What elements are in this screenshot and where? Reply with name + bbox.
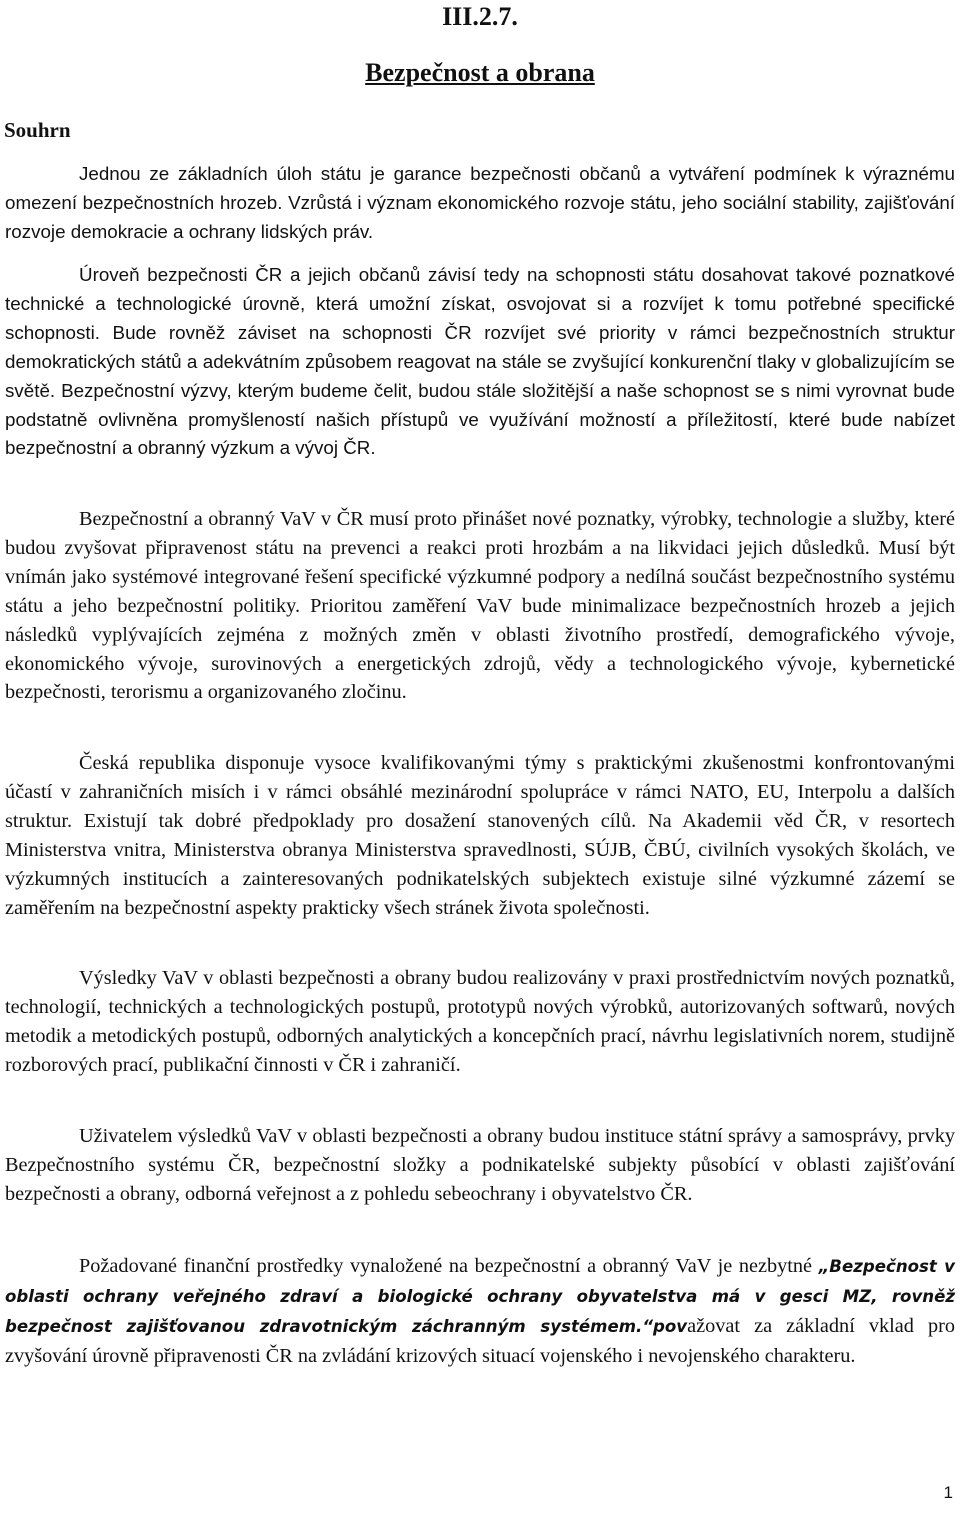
paragraph-funding [5,1252,955,1371]
funding-emphasis: „Bezpečnost v oblasti ochrany veřejného zdraví a biologické ochrany obyvatelstva má v gesci MZ, rovněž bezpečnost zajišťovanou zdravotnickým záchranným systémem.“ [5,1257,955,1336]
paragraph-intro: Jednou ze základních úloh státu je garance bezpečnosti občanů a vytváření podmínek k výraznému omezení bezpečnostních hrozeb. Vzrůstá i význam ekonomického rozvoje státu, jeho sociální stability, zajišťování rozvoje demokracie a ochrany lidských práv. [5,163,955,242]
funding-text-start: Požadované finanční prostředky vynaložené na bezpečnostní a obranný VaV je nezbytné [79,1255,819,1277]
paragraph-capabilities: Česká republika disponuje vysoce kvalifikovanými týmy s praktickými zkušenostmi konfrontovanými účastí v zahraničních misích i v rámci obsáhlé mezinárodní spolupráce v rámci NATO, EU, Interpolu a dalších struktur. Existují tak dobré předpoklady pro dosažení stanovených cílů. Na Akademii věd ČR, v resortech Ministerstva vnitra, Ministerstva obranya Ministerstva spravedlnosti, SÚJB, ČBÚ, civilních vysokých školách, ve výzkumných institucích a zainteresovaných podnikatelských subjektech existuje silné výzkumné zázemí se zaměřením na bezpečnostní aspekty prakticky všech stránek života společnosti. [5,752,955,919]
section-label: Souhrn [4,118,71,142]
paragraph-research-focus: Bezpečnostní a obranný VaV v ČR musí proto přinášet nové poznatky, výrobky, technologie a služby, které budou zvyšovat připravenost státu na prevenci a reakci proti hrozbám a na likvidaci jejich důsledků. Musí být vnímán jako systémové integrované řešení specifické výzkumné podpory a nedílná součást bezpečnostního systému státu a jeho bezpečnostní politiky. Prioritou zaměření VaV bude minimalizace bezpečnostních hrozeb a jejich následků vyplývajících zejména z možných změn v oblasti životního prostředí, demografického vývoje, ekonomického vývoje, surovinových a energetických zdrojů, vědy a technologického vývoje, kybernetické bezpečnosti, terorismu a organizovaného zločinu. [5,508,955,704]
chapter-number: III.2.7. [442,2,518,31]
paragraph-users: Uživatelem výsledků VaV v oblasti bezpečnosti a obrany budou instituce státní správy a samosprávy, prvky Bezpečnostního systému ČR, bezpečnostní složky a podnikatelské subjekty působící v oblasti zajišťování bezpečnosti a obrany, odborná veřejnost a z pohledu sebeochrany i obyvatelstvo ČR. [5,1125,955,1205]
funding-text-end: ažovat za základní vklad pro zvyšování úrovně připravenosti ČR na zvládání krizových situací vojenského i nevojenského charakteru. [5,1314,956,1367]
chapter-title: Bezpečnost a obrana [365,58,595,87]
paragraph-security-level: Úroveň bezpečnosti ČR a jejich občanů závisí tedy na schopnosti státu dosahovat takové poznatkové technické a technologické úrovně, která umožní získat, osvojovat si a rozvíjet k tomu potřebné specifické schopnosti. Bude rovněž záviset na schopnosti ČR rozvíjet své priority v rámci bezpečnostních struktur demokratických států a adekvátním způsobem reagovat na stále se zvyšující konkurenční tlaky v globalizujícím se světě. Bezpečnostní výzvy, kterým budeme čelit, budou stále složitější a naše schopnost se s nimi vyrovnat bude podstatně ovlivněna promyšleností našich přístupů ve využívání možností a příležitostí, které bude nabízet bezpečnostní a obranný výzkum a vývoj ČR. [5,264,955,459]
funding-emphasis-tail: pov [653,1316,688,1336]
page-number: 1 [943,1483,953,1502]
paragraph-results: Výsledky VaV v oblasti bezpečnosti a obrany budou realizovány v praxi prostřednictvím nových poznatků, technologií, technických a technologických postupů, prototypů nových výrobků, autorizovaných softwarů, nových metodik a metodických postupů, odborných analytických a koncepčních prací, návrhu legislativních norem, studijně rozborových prací, publikační činnosti v ČR i zahraničí. [5,967,955,1076]
